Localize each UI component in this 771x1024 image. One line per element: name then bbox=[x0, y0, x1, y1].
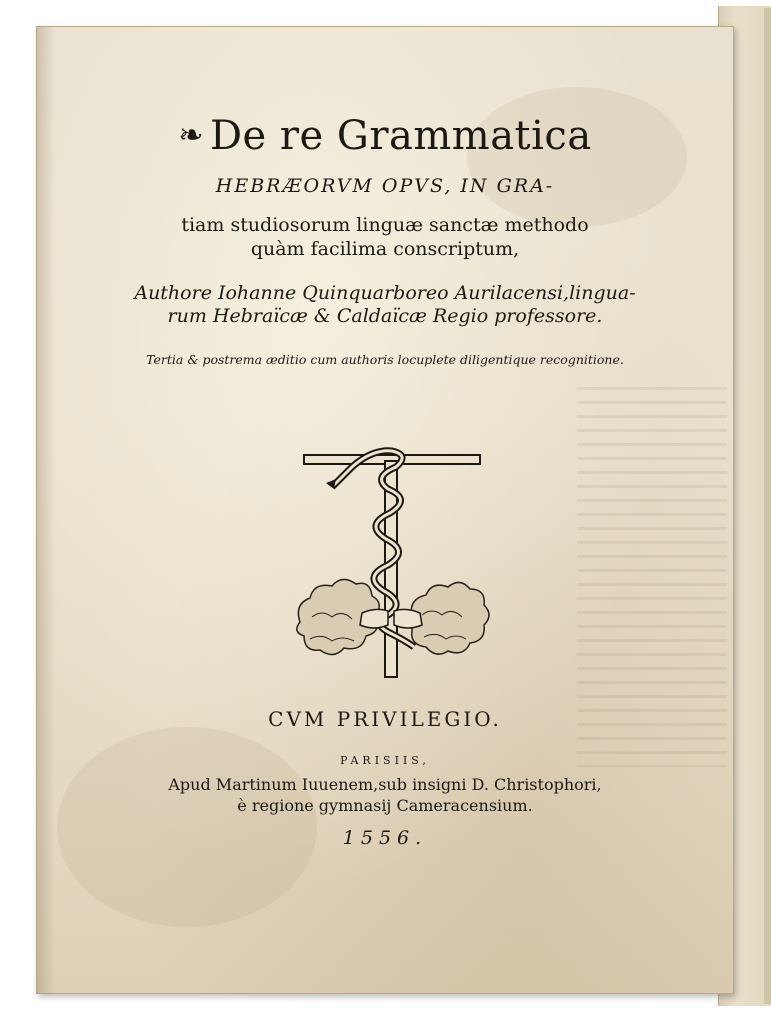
subtitle-line-2: quàm facilima conscriptum, bbox=[250, 238, 520, 260]
author-line-1: Authore Iohanne Quinquarboreo Aurilacensi,lingua- bbox=[134, 282, 636, 304]
subtitle-caps: HEBRÆORVM OPVS, IN GRA- bbox=[215, 175, 555, 197]
imprint-line-1: Apud Martinum Iuuenem,sub insigni D. Christophori, bbox=[168, 775, 602, 794]
book-title: ❧ De re Grammatica bbox=[178, 113, 592, 159]
title-page bbox=[36, 26, 734, 994]
publication-year: 1556. bbox=[342, 827, 428, 849]
fleuron-icon: ❧ bbox=[178, 118, 204, 153]
imprint-city: PARISIIS, bbox=[340, 754, 430, 767]
serpent-on-tau-cross-icon bbox=[292, 417, 492, 682]
subtitle-line-1: tiam studiosorum linguæ sanctæ methodo bbox=[181, 214, 589, 236]
imprint-line-2: è regione gymnasij Cameracensium. bbox=[237, 796, 533, 815]
author-line-2: rum Hebraïcæ & Caldaïcæ Regio professore. bbox=[167, 305, 603, 327]
adjacent-leaf-edge bbox=[764, 8, 771, 1004]
edition-note: Tertia & postrema æditio cum authoris locuplete diligentique recognitione. bbox=[146, 352, 624, 367]
privilege-line: CVM PRIVILEGIO. bbox=[268, 707, 502, 731]
